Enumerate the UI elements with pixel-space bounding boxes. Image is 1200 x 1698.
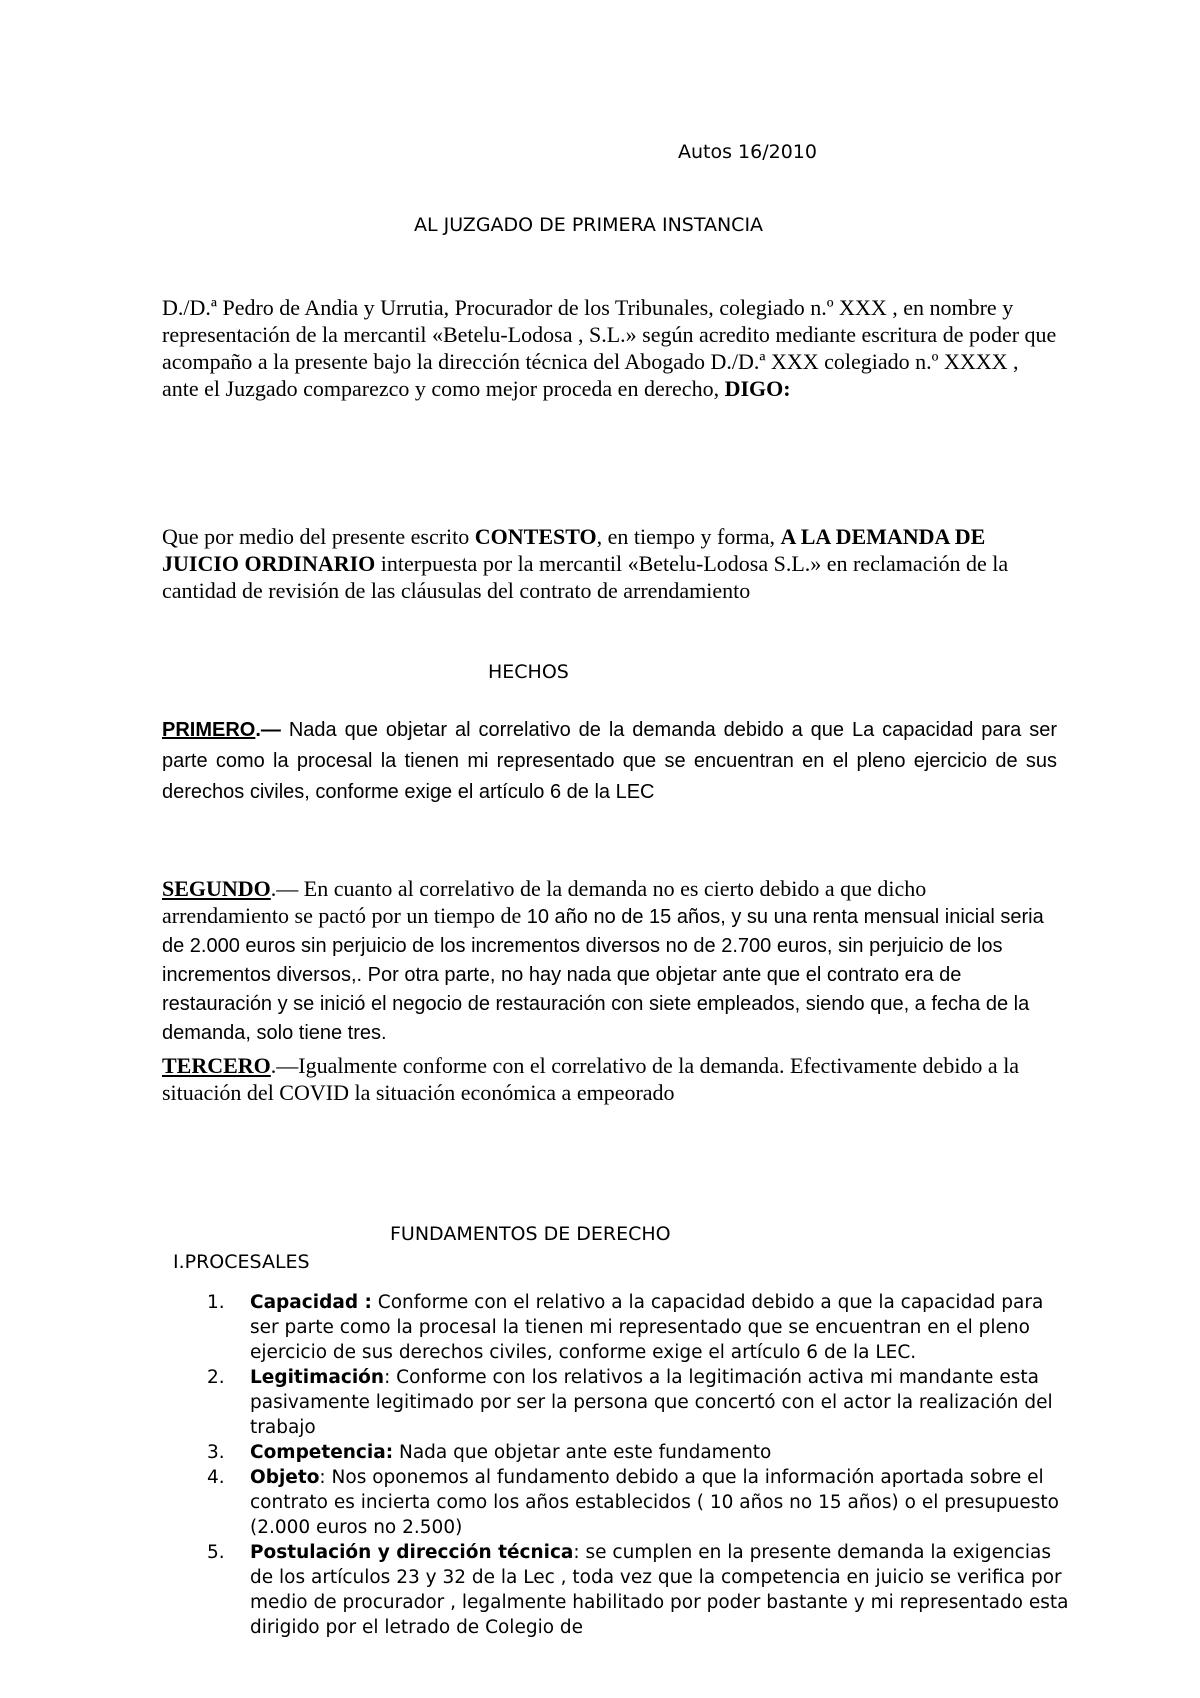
segundo-dash: .— (270, 876, 304, 901)
item-text: Conforme con el relativo a la capacidad debido a que la capacidad para ser parte como la procesal la tienen mi representado que se encuentran en el pleno ejercicio de sus derechos civiles, conforme exige el artículo 6 de la LEC. (250, 1292, 1044, 1363)
hecho-tercero (162, 1052, 1057, 1106)
tercero-text: Igualmente conforme con el correlativo de la demanda. Efectivamente debido a la situación del COVID la situación económica a empeorado (162, 1053, 1020, 1105)
list-item (207, 1290, 1070, 1365)
contesto-text-3: interpuesta por la mercantil «Betelu-Lodosa S.L.» en reclamación de la cantidad de revisión de las cláusulas del contrato de arrendamiento (162, 551, 1009, 603)
item-label: Competencia: (250, 1442, 394, 1463)
list-item (207, 1440, 1070, 1465)
tercero-dash: .— (270, 1053, 299, 1078)
item-label: Legitimación (250, 1367, 385, 1388)
procesales-subheading: I.PROCESALES (173, 1251, 310, 1273)
list-item (207, 1540, 1070, 1640)
item-number: 4. (207, 1467, 225, 1488)
item-text: : Nos oponemos al fundamento debido a que la información aportada sobre el contrato es incierta como los años establecidos ( 10 años no 15 años) o el presupuesto (2.000 euros no 2.500) (250, 1467, 1059, 1538)
segundo-text-1: En cuanto al correlativo de la demanda no es cierto debido a que dicho arrendamiento se pactó por un tiempo de (162, 876, 927, 928)
item-text: : se cumplen en la presente demanda la exigencias de los artículos 23 y 32 de la Lec , toda vez que la competencia en juicio se verifica por medio de procurador , legalmente habilitado por poder bastante y mi representado esta dirigido por el letrado de Colegio de (250, 1542, 1069, 1638)
intro-text: D./D.ª Pedro de Andia y Urrutia, Procurador de los Tribunales, colegiado n.º XXX , en nombre y representación de la mercantil «Betelu-Lodosa , S.L.» según acredito mediante escritura de poder que acompaño a la presente bajo la dirección técnica del Abogado D./D.ª XXX colegiado n.º XXXX , ante el Juzgado comparezco y como mejor proceda en derecho, (162, 295, 1057, 401)
item-number: 1. (207, 1292, 225, 1313)
item-text: : Conforme con los relativos a la legitimación activa mi mandante esta pasivamente legitimado por ser la persona que concertó con el actor la realización del trabajo (250, 1367, 1053, 1438)
item-number: 5. (207, 1542, 225, 1563)
item-number: 3. (207, 1442, 225, 1463)
case-number: Autos 16/2010 (678, 141, 817, 163)
item-text: Nada que objetar ante este fundamento (393, 1442, 772, 1463)
item-label: Capacidad : (250, 1292, 372, 1313)
primero-dash: .— (255, 719, 289, 741)
contesto-bold: CONTESTO (474, 524, 597, 549)
item-number: 2. (207, 1367, 225, 1388)
intro-paragraph (162, 294, 1057, 402)
contesto-text-1: Que por medio del presente escrito (162, 524, 475, 549)
segundo-label: SEGUNDO (162, 876, 271, 901)
fundamentos-heading: FUNDAMENTOS DE DERECHO (390, 1223, 671, 1245)
hechos-heading: HECHOS (488, 661, 569, 683)
list-item (207, 1365, 1070, 1440)
hecho-segundo (162, 875, 1057, 1047)
primero-text: Nada que objetar al correlativo de la demanda debido a que La capacidad para ser parte como la procesal la tienen mi representado que se encuentran en el pleno ejercicio de sus derechos civiles, conforme exige el artículo 6 de la LEC (162, 719, 1058, 803)
contesto-paragraph (162, 523, 1057, 604)
list-item (207, 1465, 1070, 1540)
segundo-text-2: 10 año no de 15 años, y su una renta mensual inicial seria de 2.000 euros sin perjuicio de los incrementos diversos no de 2.700 euros, sin perjuicio de los incrementos diversos,. Por otra parte, no hay nada que objetar ante que el contrato era de restauración y se inició el negocio de restauración con siete empleados, siendo que, a fecha de la demanda, solo tiene tres. (162, 906, 1044, 1044)
item-label: Postulación y dirección técnica (250, 1542, 574, 1563)
fundamentos-list (207, 1290, 1070, 1640)
contesto-text-2: , en tiempo y forma, (596, 524, 781, 549)
item-label: Objeto (250, 1467, 320, 1488)
court-heading: AL JUZGADO DE PRIMERA INSTANCIA (414, 214, 764, 236)
primero-label: PRIMERO (162, 719, 256, 741)
demanda-bold: A LA DEMANDA DE JUICIO ORDINARIO (162, 524, 986, 576)
hecho-primero (162, 715, 1057, 808)
digo-label: DIGO: (724, 376, 791, 401)
tercero-label: TERCERO (162, 1053, 271, 1078)
